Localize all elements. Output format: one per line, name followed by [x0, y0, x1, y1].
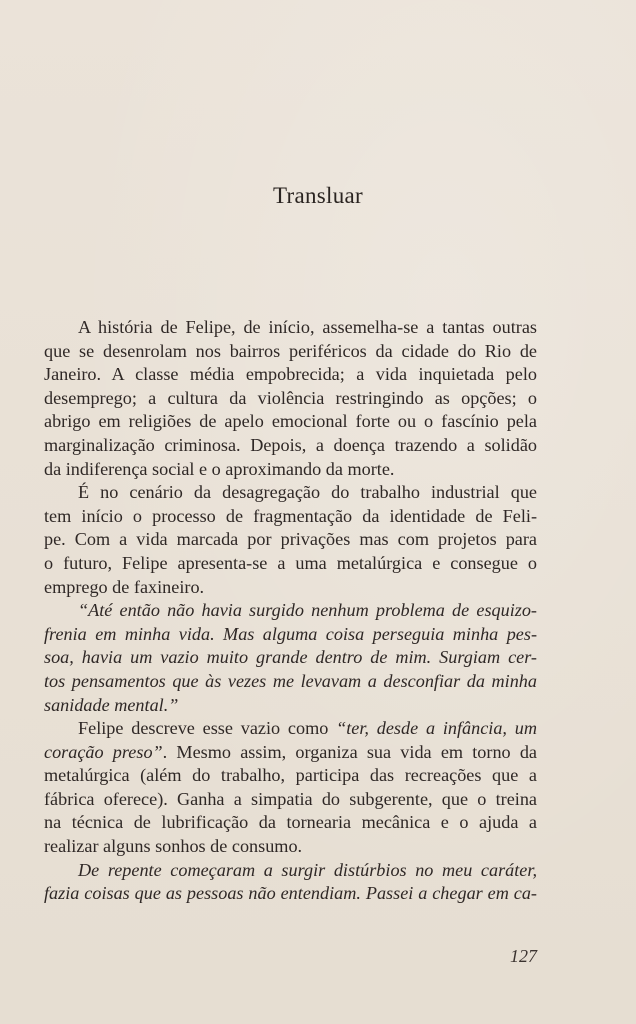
page-number: 127 — [510, 946, 537, 966]
text-line: frenia em minha vida. Mas alguma coisa perseguia minha pes- — [44, 623, 537, 644]
text-line: De repente começaram a surgir distúrbios no meu caráter, — [78, 859, 537, 880]
body-text — [44, 316, 537, 906]
text-line — [44, 717, 537, 741]
quoted-phrase: coração preso” — [44, 741, 163, 762]
text-line: da indiferença social e o aproximando da morte. — [44, 458, 395, 479]
text-line: sanidade mental.” — [44, 694, 179, 715]
paragraph-5-quote — [44, 859, 537, 906]
text-line: Janeiro. A classe média empobrecida; a vida inquietada pelo — [44, 364, 537, 385]
text-line: realizar alguns sonhos de consumo. — [44, 836, 303, 857]
text-line: desemprego; a cultura da violência restringindo as opções; o — [44, 387, 537, 408]
text-line: emprego de faxineiro. — [44, 576, 205, 597]
paragraph-4 — [44, 717, 537, 859]
text-line: que se desenrolam nos bairros periféricos da cidade do Rio de — [44, 340, 537, 361]
text-line: marginalização criminosa. Depois, a doença trazendo a solidão — [44, 434, 537, 455]
text-line: na técnica de lubrificação da tornearia mecânica e o ajuda a — [44, 812, 537, 833]
text-line: pe. Com a vida marcada por privações mas com projetos para — [44, 529, 537, 550]
text-line: A história de Felipe, de início, assemelha-se a tantas outras — [78, 317, 537, 337]
quoted-phrase: “ter, desde a infância, um — [336, 718, 537, 739]
text-line: o futuro, Felipe apresenta-se a uma metalúrgica e consegue o — [44, 552, 537, 573]
text-line: fábrica oferece). Ganha a simpatia do subgerente, que o treina — [44, 788, 537, 809]
text-line: tem início o processo de fragmentação da identidade de Feli- — [44, 505, 537, 526]
text-line: abrigo em religiões de apelo emocional forte ou o fascínio pela — [44, 411, 537, 432]
text-line — [44, 741, 537, 765]
text-line: tos pensamentos que às vezes me levavam a desconfiar da minha — [44, 670, 537, 691]
paragraph-3-quote — [44, 599, 537, 717]
paragraph-1 — [44, 316, 537, 481]
text-run: Felipe descreve esse vazio como — [78, 718, 337, 739]
text-run: . Mesmo assim, organiza sua vida em torno da — [162, 741, 538, 762]
text-line: metalúrgica (além do trabalho, participa das recreações que a — [44, 765, 537, 786]
text-line: soa, havia um vazio muito grande dentro de mim. Surgiam cer- — [44, 647, 537, 668]
text-line: fazia coisas que as pessoas não entendiam. Passei a chegar em ca- — [44, 883, 537, 904]
text-line: É no cenário da desagregação do trabalho industrial que — [78, 482, 537, 503]
chapter-title: Transluar — [272, 183, 364, 208]
text-line: “Até então não havia surgido nenhum problema de esquizo- — [78, 600, 537, 621]
paragraph-2 — [44, 481, 537, 599]
